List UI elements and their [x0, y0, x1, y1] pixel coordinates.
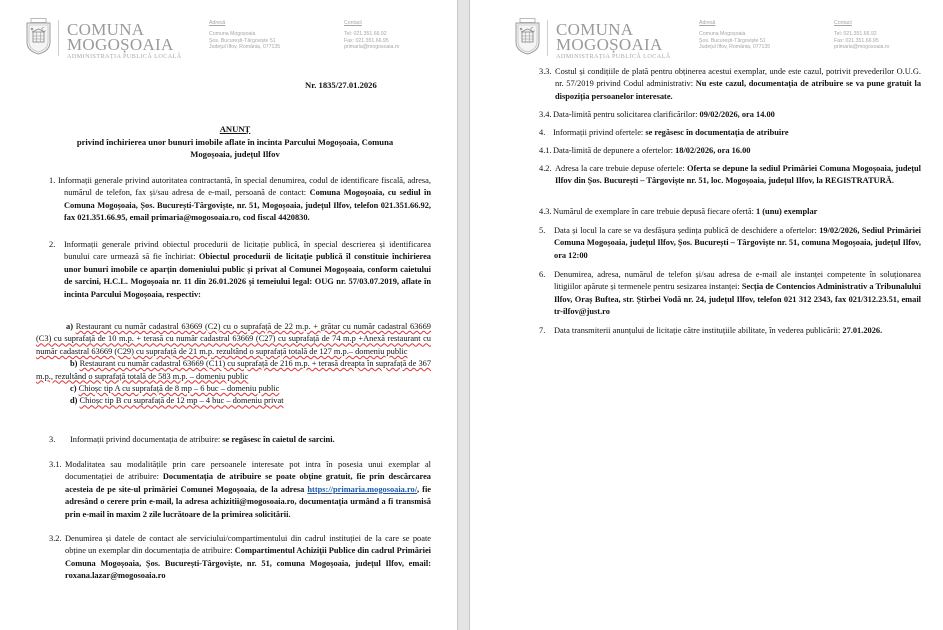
section-number: 4.2. — [539, 164, 552, 173]
section-bold-text: 18/02/2026, ora 16.00 — [675, 146, 751, 155]
contact-line: primaria@mogosoaia.ro — [344, 44, 400, 51]
letterhead — [0, 18, 457, 62]
item-text: Restaurant cu număr cadastral 63669 (C2) cu o suprafață de 22 m.p. + grătar cu număr cadastral 63669 (C3) cu suprafață de 10 m.p. + terasă cu număr cadastral 63669 (C27) cu suprafață de 74 m.p +Anexă restaurant cu număr cadastral 63669 (C29) cu suprafață de 21 m.p. rezultând o suprafață totală de 127 m.p.– domeniu public — [36, 322, 431, 356]
contact-line: Fax: 021.351.66.95 — [344, 37, 389, 44]
municipality-subtitle: ADMINISTRAȚIA PUBLICĂ LOCALĂ — [556, 53, 671, 60]
item-label: d) — [70, 396, 78, 406]
letterhead-divider — [547, 20, 548, 56]
section-text: Data și locul la care se va desfășura ședința publică de deschidere a ofertelor: — [554, 226, 820, 235]
address-line: Județul Ilfov, România, 077135 — [209, 44, 281, 51]
section-number: 6. — [539, 270, 546, 279]
section-text: Informații generale privind obiectul procedurii de licitație publică, în special descrierea și identificarea bunului care urmează să fie închiriat: — [64, 240, 431, 262]
municipality-name-line1: COMUNA — [67, 20, 145, 39]
section-bold-text: Nu este cazul, documentația de atribuire se va pune gratuit la dispoziția persoanelor interesate. — [555, 79, 922, 101]
section-bold-text: Documentația de atribuire se poate obține gratuit, fie prin descărcarea acesteia de pe site-ul primăriei Comunei Mogoșoaia, de la adresa — [65, 472, 431, 494]
section-number: 3.3. — [539, 67, 552, 76]
item-list — [36, 321, 431, 408]
section-3-4 — [539, 109, 921, 121]
municipality-name — [67, 22, 174, 52]
section-text: Denumirea, adresa, numărul de telefon și/sau adresa de e-mail ale instanței competente în soluționarea litigiilor apărute și termenele pentru sesizarea instanței: — [554, 270, 921, 292]
item-a — [36, 321, 431, 358]
section-text: Modalitatea sau modalitățile prin care persoanele interesate pot intra în posesia unui exemplar al documentației de atribuire: — [65, 460, 431, 482]
item-label: b) — [70, 359, 78, 369]
document-subtitle — [40, 136, 430, 160]
section-text: Data-limită pentru solicitarea clarificărilor: — [553, 110, 700, 119]
municipality-name-line2: MOGOȘOAIA — [556, 35, 663, 54]
section-number: 1. — [49, 176, 56, 185]
section-text: Costul și condițiile de plată pentru obținerea acestui exemplar, unde este cazul, potrivit prevederilor O.U.G. nr. 57/2019 privind Codul administrativ: — [555, 67, 921, 89]
address-heading: Adresă — [209, 20, 226, 26]
section-text: Data transmiterii anunțului de licitație către instituțiile abilitate, în vederea publicării: — [554, 326, 843, 335]
section-bold-text: se regăsesc în caietul de sarcini. — [222, 435, 335, 444]
item-c — [36, 383, 431, 395]
contact-heading: Contact — [834, 20, 852, 26]
section-5 — [539, 225, 921, 262]
section-bold-text: 27.01.2026. — [842, 326, 883, 335]
item-text: Chioșc tip B cu suprafață de 12 mp – 4 buc – domeniu privat — [79, 396, 284, 406]
contact-line: Fax: 021.351.66.95 — [834, 37, 879, 44]
document-page-2 — [470, 0, 943, 630]
section-text: Adresa la care trebuie depuse ofertele: — [555, 164, 687, 173]
section-number: 5. — [539, 226, 546, 235]
section-number: 4. — [539, 128, 546, 137]
section-3-3 — [539, 66, 921, 103]
section-bold-text: 1 (unu) exemplar — [755, 207, 818, 216]
document-subtitle-line1: privind închirierea unor bunuri imobile aflate în incinta Parcului Mogoșoaia, Comuna — [76, 137, 394, 147]
website-link[interactable]: https://primaria.mogosoaia.ro/ — [307, 484, 418, 494]
municipality-subtitle: ADMINISTRAȚIA PUBLICĂ LOCALĂ — [67, 53, 182, 60]
section-bold-text: , fie adresând o cerere prin e-mail, la adresa achizitii@mogosoaia.ro, documentația urmând a fi transmisă prin e-mail în maxim 2 zile lucrătoare de la primirea solicitării. — [65, 484, 431, 519]
municipality-name-line2: MOGOȘOAIA — [67, 35, 174, 54]
section-text: Data-limită de depunere a ofertelor: — [553, 146, 676, 155]
section-6 — [539, 269, 921, 319]
letterhead-contact — [344, 20, 399, 51]
contact-heading: Contact — [344, 20, 362, 26]
section-number: 7. — [539, 326, 546, 335]
document-title: ANUNȚ — [219, 124, 251, 134]
letterhead-contact — [834, 20, 889, 51]
letterhead-address — [209, 20, 280, 51]
section-1 — [49, 175, 431, 225]
section-bold-text: Secția de Contencios Administrativ a Tribunalului Ilfov, Oraș Buftea, str. Știrbei Vodă nr. 24, județul Ilfov, telefon 021 312 2343, fax 021/312.23.51, email tr-ilfov@just.ro — [554, 282, 922, 317]
section-number: 2. — [49, 240, 56, 249]
section-number: 3.1. — [49, 460, 62, 469]
municipality-name-line1: COMUNA — [556, 20, 634, 39]
section-3-2 — [49, 533, 431, 583]
section-4-1 — [539, 145, 921, 157]
section-4-3 — [539, 206, 921, 218]
coat-of-arms-icon — [26, 18, 51, 55]
section-number: 3.2. — [49, 534, 62, 543]
section-number: 3. — [49, 435, 56, 444]
address-line: Comuna Mogoșoaia — [209, 31, 256, 38]
section-number: 3.4. — [539, 110, 552, 119]
address-heading: Adresă — [699, 20, 716, 26]
contact-line: Tel: 021.351.66.92 — [344, 31, 387, 38]
section-number: 4.3. — [539, 207, 552, 216]
section-4 — [539, 127, 921, 139]
section-7 — [539, 325, 921, 337]
section-bold-text: 19/02/2026, Sediul Primăriei Comuna Mogoșoaia, județul Ilfov, Șos. București – Târgoviște nr. 51, comuna Mogoșoaia, județul Ilfov, ora 12:00 — [554, 226, 921, 260]
page-gutter — [457, 0, 470, 630]
item-label: c) — [70, 384, 77, 394]
section-3-1 — [49, 459, 431, 521]
document-number: Nr. 1835/27.01.2026 — [305, 80, 377, 90]
section-text: Numărul de exemplare în care trebuie depusă fiecare ofertă: — [553, 207, 756, 216]
address-line: Comuna Mogoșoaia — [699, 31, 746, 38]
section-bold-text: Obiectul procedurii de licitație publică îl constituie închirierea unor bunuri imobile ce aparțin domeniului public și privat al Comunei Mogoșoaia, conform caietului de sarcini, H.C.L. Mogoșoaia nr. 11 din 26.01.2026 și temeiului legal: OUG nr. 57/03.07.2019, aflate în incinta Parcului Mogoșoaia, respectiv: — [64, 252, 431, 299]
section-bold-text: Oferta se depune la sediul Primăriei Comuna Mogoșoaia, județul Ilfov din Șos. București – Târgoviște nr. 51, loc. Mogoșoaia, județul Ilfov, la REGISTRATURĂ. — [555, 164, 922, 186]
address-line: Șos. București-Târgoviște 51 — [699, 37, 766, 44]
municipality-name — [556, 22, 663, 52]
letterhead-address — [699, 20, 770, 51]
section-bold-text: Comuna Mogoșoaia, cu sediul în Comuna Mogoșoaia, Șos. București-Târgoviște, nr. 51, Mogoșoaia, județul Ilfov, telefon 021.351.66.92, fax 021.351.66.95, email primaria@mogosoaia.ro, cod fiscal 4420830. — [64, 188, 431, 223]
item-d — [36, 395, 431, 407]
section-2 — [49, 239, 431, 301]
item-text: Chioșc tip A cu suprafață de 8 mp – 6 buc – domeniu public — [78, 384, 280, 394]
section-bold-text: se regăsesc în documentația de atribuire — [645, 128, 789, 137]
section-bold-text: Compartimentul Achiziții Publice din cadrul Primăriei Comuna Mogoșoaia, Șos. București-Târgoviște, nr. 51, comuna Mogoșoaia, județul Ilfov, email: roxana.lazar@mogosoaia.ro — [65, 546, 431, 581]
item-text: Restaurant cu număr cadastral 63669 (C11) cu suprafață de 216 m.p. + terasă dreapta în suprafață de 367 m.p., rezultând o suprafață totală de 583 m.p. – domeniu public — [36, 359, 432, 381]
section-3 — [49, 434, 431, 446]
item-b — [36, 358, 431, 383]
coat-of-arms-icon — [515, 18, 540, 55]
section-4-2 — [539, 163, 921, 188]
letterhead — [470, 18, 943, 62]
section-text: Informații privind ofertele: — [553, 128, 646, 137]
section-text: Informații privind documentația de atribuire: — [70, 435, 223, 444]
document-page-1 — [0, 0, 457, 630]
document-subtitle-line2: Mogoșoaia, județul Ilfov — [190, 149, 280, 159]
section-text: Denumirea și datele de contact ale serviciului/compartimentului din cadrul instituției de la care se poate obține un exemplar din documentația de atribuire: — [65, 534, 431, 556]
item-label: a) — [66, 322, 73, 331]
contact-line: primaria@mogosoaia.ro — [834, 44, 890, 51]
section-text: Informații generale privind autoritatea contractantă, în special denumirea, codul de identificare fiscală, adresa, numărul de telefon, fax și/sau adresa de e-mail, persoană de contact: — [58, 176, 431, 198]
section-bold-text: 09/02/2026, ora 14.00 — [699, 110, 775, 119]
address-line: Județul Ilfov, România, 077135 — [699, 44, 771, 51]
letterhead-divider — [58, 20, 59, 56]
address-line: Șos. București-Târgoviște 51 — [209, 37, 276, 44]
contact-line: Tel: 021.351.66.92 — [834, 31, 877, 38]
section-number: 4.1. — [539, 146, 552, 155]
